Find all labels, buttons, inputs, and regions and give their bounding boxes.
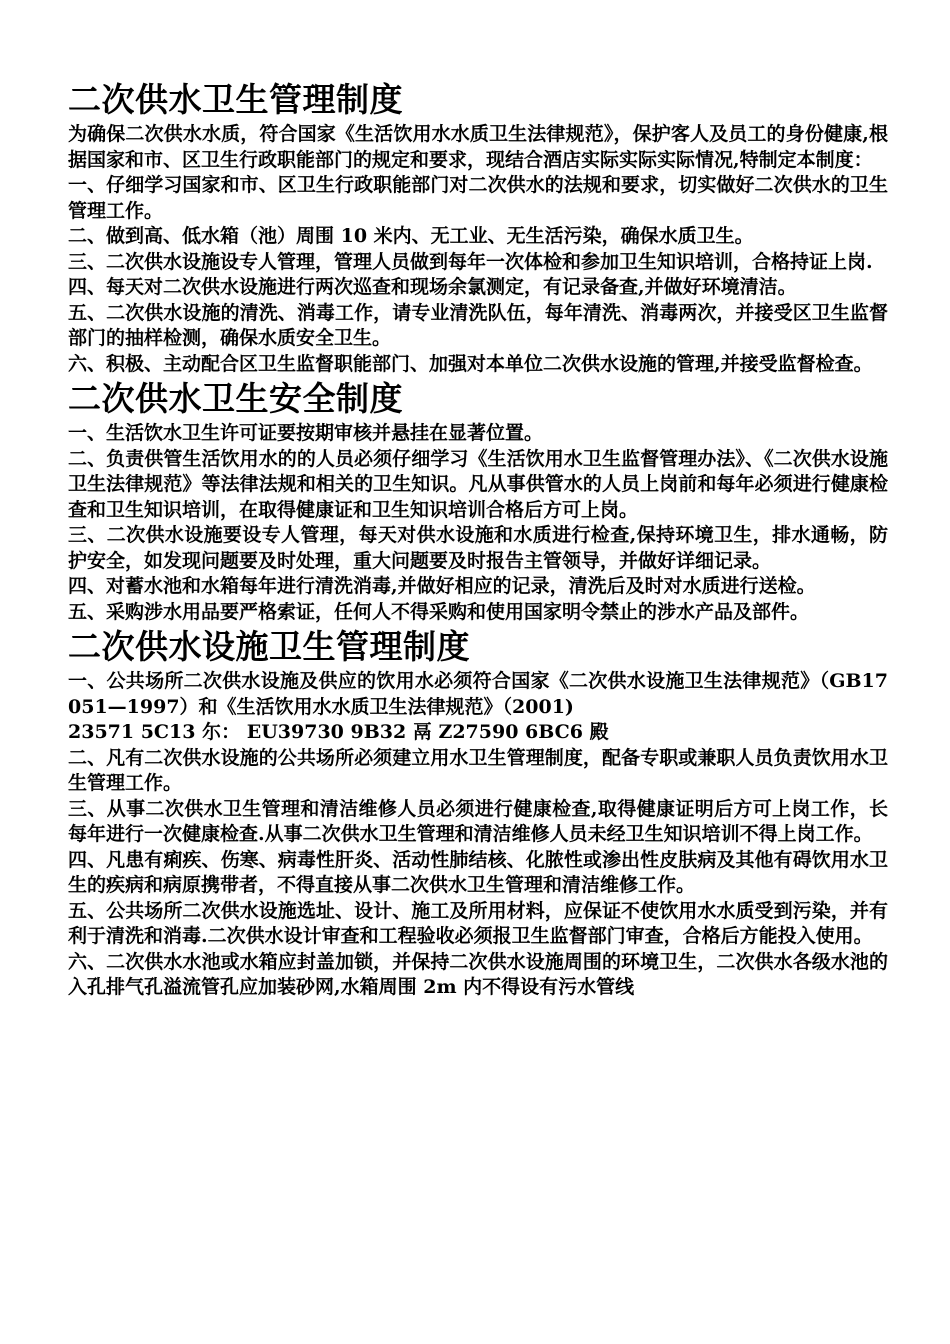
paragraph: 一、公共场所二次供水设施及供应的饮用水必须符合国家《二次供水设施卫生法律规范》（GB17051—1997）和《生活饮用水水质卫生法律规范》（2001) (68, 670, 888, 718)
paragraph: 二、凡有二次供水设施的公共场所必须建立用水卫生管理制度，配备专职或兼职人员负责饮用水卫生管理工作。 (68, 746, 888, 794)
paragraph: 五、公共场所二次供水设施选址、设计、施工及所用材料，应保证不使饮用水水质受到污染，并有利于清洗和消毒.二次供水设计审查和工程验收必须报卫生监督部门审查，合格后方能投入使用。 (68, 899, 888, 947)
paragraph: 三、二次供水设施设专人管理，管理人员做到每年一次体检和参加卫生知识培训，合格持证上岗. (68, 250, 873, 273)
paragraph: 三、二次供水设施要设专人管理，每天对供水设施和水质进行检查,保持环境卫生，排水通畅，防护安全，如发现问题要及时处理，重大问题要及时报告主管领导，并做好详细记录。 (68, 524, 888, 572)
paragraph: 二、做到高、低水箱（池）周围 10 米内、无工业、无生活污染，确保水质卫生。 (68, 225, 754, 247)
paragraph: 五、采购涉水用品要严格索证，任何人不得采购和使用国家明令禁止的涉水产品及部件。 (68, 600, 810, 623)
section-title: 二次供水卫生安全制度 (68, 379, 403, 418)
paragraph: 五、二次供水设施的清洗、消毒工作，请专业清洗队伍，每年清洗、消毒两次，并接受区卫生监督部门的抽样检测，确保水质安全卫生。 (68, 301, 888, 349)
paragraph: 三、从事二次供水卫生管理和清洁维修人员必须进行健康检查,取得健康证明后方可上岗工作，长每年进行一次健康检查.从事二次供水卫生管理和清洁维修人员未经卫生知识培训不得上岗工作。 (68, 797, 888, 845)
paragraph: 一、生活饮水卫生许可证要按期审核并悬挂在显著位置。 (68, 422, 544, 444)
paragraph: 一、仔细学习国家和市、区卫生行政职能部门对二次供水的法规和要求，切实做好二次供水的卫生管理工作。 (68, 174, 888, 222)
document-page (68, 78, 888, 1001)
paragraph: 为确保二次供水水质，符合国家《生活饮用水水质卫生法律规范》，保护客人及员工的身份健康,根据国家和市、区卫生行政职能部门的规定和要求，现结合酒店实际实际实际情况,特制定本制度： (68, 123, 888, 171)
paragraph: 六、二次供水水池或水箱应封盖加锁，并保持二次供水设施周围的环境卫生，二次供水各级水池的入孔排气孔溢流管孔应加装砂网,水箱周围 2m 内不得设有污水管线 (68, 950, 888, 998)
paragraph: 六、积极、主动配合区卫生监督职能部门、加强对本单位二次供水设施的管理,并接受监督检查。 (68, 352, 873, 375)
section-title: 二次供水卫生管理制度 (68, 80, 403, 119)
paragraph: 四、凡患有痢疾、伤寒、病毒性肝炎、活动性肺结核、化脓性或渗出性皮肤病及其他有碍饮用水卫生的疾病和病原携带者，不得直接从事二次供水卫生管理和清洁维修工作。 (68, 848, 888, 896)
paragraph: 二、负责供管生活饮用水的的人员必须仔细学习《生活饮用水卫生监督管理办法》、《二次供水设施卫生法律规范》等法律法规和相关的卫生知识。凡从事供管水的人员上岗前和每年必须进行健康检查和卫生知识培训，在取得健康证和卫生知识培训合格后方可上岗。 (68, 447, 888, 521)
paragraph: 23571 5C13 尓： EU39730 9B32 鬲 Z27590 6BC6 殿 (68, 721, 609, 743)
paragraph: 四、对蓄水池和水箱每年进行清洗消毒,并做好相应的记录，清洗后及时对水质进行送检。 (68, 575, 816, 597)
paragraph: 四、每天对二次供水设施进行两次巡查和现场余氯测定，有记录备查,并做好环境清洁。 (68, 276, 797, 298)
section-title: 二次供水设施卫生管理制度 (68, 627, 470, 666)
